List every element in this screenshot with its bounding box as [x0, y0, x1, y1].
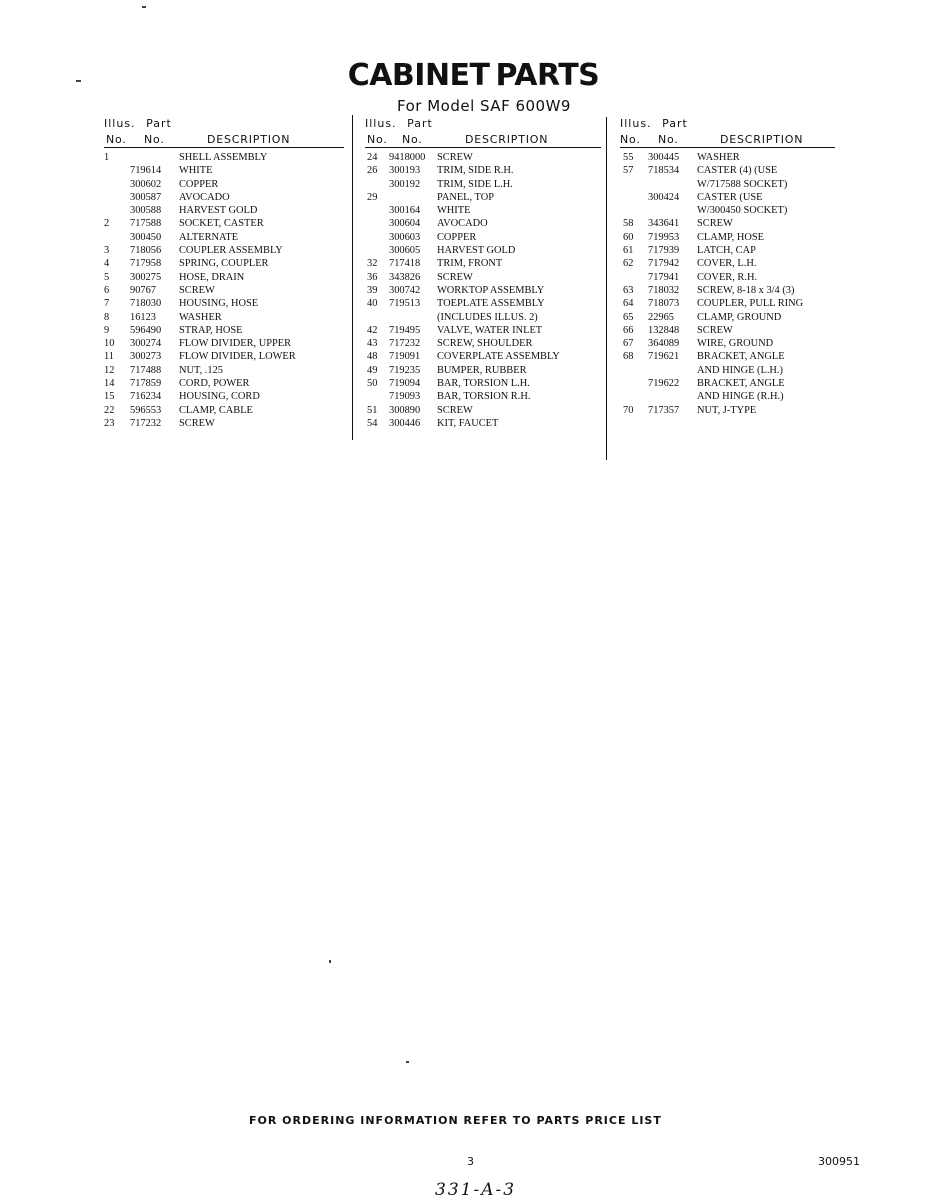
part-number: 717357 — [648, 404, 680, 416]
part-description: WORKTOP ASSEMBLY — [437, 284, 545, 296]
parts-row — [620, 311, 835, 324]
part-description: SCREW — [179, 417, 215, 429]
parts-row — [104, 257, 344, 270]
part-number: 300450 — [130, 231, 162, 243]
part-number: 717958 — [130, 258, 162, 270]
part-number: 300587 — [130, 191, 162, 203]
parts-row — [104, 390, 344, 403]
part-number: 300742 — [389, 284, 421, 296]
parts-row — [104, 244, 344, 257]
description-header: DESCRIPTION — [465, 133, 549, 146]
illus-number: 1 — [104, 152, 110, 163]
parts-row — [620, 364, 835, 377]
part-number: 16123 — [130, 311, 156, 323]
part-header: Part — [146, 117, 172, 130]
illus-header: Illus. — [620, 117, 652, 130]
parts-row — [104, 217, 344, 230]
part-number: 718030 — [130, 298, 162, 310]
part-number: 300445 — [648, 152, 680, 163]
parts-row — [620, 244, 835, 257]
parts-row — [104, 311, 344, 324]
parts-row — [365, 337, 601, 350]
part-header: Part — [662, 117, 688, 130]
part-number: 717942 — [648, 258, 680, 270]
parts-row — [104, 151, 344, 164]
part-description: FLOW DIVIDER, UPPER — [179, 338, 292, 350]
part-number: 718534 — [648, 165, 680, 177]
part-number: 717939 — [648, 245, 680, 257]
parts-row — [620, 297, 835, 310]
illus-number: 11 — [104, 351, 115, 363]
part-number: 300274 — [130, 338, 162, 350]
parts-rows — [620, 151, 835, 417]
illus-number: 22 — [104, 404, 115, 416]
page-subtitle: For Model SAF 600W9 — [397, 97, 571, 115]
part-number: 364089 — [648, 338, 680, 350]
part-description: BRACKET, ANGLE — [697, 351, 785, 363]
illus-number: 68 — [623, 351, 634, 363]
part-description: AVOCADO — [179, 191, 230, 203]
illus-number: 61 — [623, 245, 634, 257]
part-description: CLAMP, GROUND — [697, 311, 782, 323]
parts-row — [365, 377, 601, 390]
description-header: DESCRIPTION — [207, 133, 291, 146]
part-description: SCREW — [437, 271, 473, 283]
part-description: WASHER — [697, 152, 740, 163]
part-number: 132848 — [648, 324, 680, 336]
scan-speck — [142, 6, 146, 8]
parts-row — [620, 204, 835, 217]
part-description: CASTER (4) (USE — [697, 165, 778, 177]
illus-number: 58 — [623, 218, 634, 230]
part-description: SPRING, COUPLER — [179, 258, 269, 270]
parts-row — [620, 404, 835, 417]
illus-number: 9 — [104, 324, 110, 336]
part-description: SCREW, SHOULDER — [437, 338, 533, 350]
part-number: 719622 — [648, 378, 680, 390]
part-description: W/717588 SOCKET) — [697, 178, 788, 190]
part-description: HOUSING, HOSE — [179, 298, 259, 310]
part-description: AND HINGE (R.H.) — [697, 391, 784, 403]
part-description: WHITE — [437, 205, 471, 217]
part-description: KIT, FAUCET — [437, 417, 499, 429]
part-description: TRIM, SIDE R.H. — [437, 165, 514, 177]
part-description: AVOCADO — [437, 218, 488, 230]
part-number: 719513 — [389, 298, 421, 310]
part-description: WASHER — [179, 311, 222, 323]
parts-row — [620, 191, 835, 204]
part-description: CLAMP, HOSE — [697, 231, 764, 243]
parts-row — [620, 257, 835, 270]
part-description: NUT, .125 — [179, 364, 223, 376]
part-number: 719094 — [389, 378, 421, 390]
illus-number: 51 — [367, 404, 378, 416]
part-number: 717232 — [389, 338, 421, 350]
part-number: 719953 — [648, 231, 680, 243]
illus-number: 8 — [104, 311, 110, 323]
parts-row — [365, 271, 601, 284]
part-description: COVERPLATE ASSEMBLY — [437, 351, 560, 363]
illus-number: 70 — [623, 404, 634, 416]
part-number: 718056 — [130, 245, 162, 257]
parts-row — [104, 231, 344, 244]
part-number: 719495 — [389, 324, 421, 336]
parts-row — [104, 377, 344, 390]
illus-no-header: No. — [106, 133, 127, 146]
illus-number: 6 — [104, 284, 110, 296]
part-number: 718073 — [648, 298, 680, 310]
scan-speck — [76, 80, 81, 82]
part-number: 718032 — [648, 284, 680, 296]
part-description: CORD, POWER — [179, 378, 250, 390]
part-description: WHITE — [179, 165, 213, 177]
parts-row — [104, 204, 344, 217]
illus-number: 48 — [367, 351, 378, 363]
part-number: 719091 — [389, 351, 421, 363]
part-number: 719093 — [389, 391, 421, 403]
illus-number: 49 — [367, 364, 378, 376]
illus-number: 29 — [367, 191, 378, 203]
illus-number: 63 — [623, 284, 634, 296]
part-description: ALTERNATE — [179, 231, 239, 243]
illus-number: 64 — [623, 298, 634, 310]
parts-row — [365, 178, 601, 191]
column-header-bottom — [620, 133, 835, 148]
part-number: 719621 — [648, 351, 680, 363]
parts-row — [365, 244, 601, 257]
parts-row — [365, 151, 601, 164]
illus-number: 15 — [104, 391, 115, 403]
part-description: COVER, R.H. — [697, 271, 758, 283]
part-description: SCREW — [437, 152, 473, 163]
parts-row — [365, 217, 601, 230]
part-description: W/300450 SOCKET) — [697, 205, 788, 217]
illus-number: 67 — [623, 338, 634, 350]
illus-number: 23 — [104, 417, 115, 429]
parts-row — [104, 297, 344, 310]
column-divider — [606, 117, 607, 460]
illus-number: 40 — [367, 298, 378, 310]
parts-row — [365, 204, 601, 217]
parts-row — [104, 417, 344, 430]
parts-row — [620, 390, 835, 403]
part-number: 719614 — [130, 165, 162, 177]
illus-number: 62 — [623, 258, 634, 270]
illus-number: 39 — [367, 284, 378, 296]
illus-number: 65 — [623, 311, 634, 323]
parts-row — [365, 404, 601, 417]
part-number: 719235 — [389, 364, 421, 376]
part-number: 300192 — [389, 178, 421, 190]
part-number: 717232 — [130, 417, 162, 429]
illus-number: 10 — [104, 338, 115, 350]
part-number: 9418000 — [389, 152, 426, 163]
illus-number: 2 — [104, 218, 110, 230]
parts-row — [104, 350, 344, 363]
parts-row — [365, 417, 601, 430]
title-word-1: CABINET — [347, 58, 490, 93]
illus-number: 60 — [623, 231, 634, 243]
parts-row — [620, 271, 835, 284]
part-no-header: No. — [144, 133, 165, 146]
column-divider — [352, 115, 353, 440]
parts-row — [365, 390, 601, 403]
parts-row — [104, 364, 344, 377]
illus-number: 43 — [367, 338, 378, 350]
part-header: Part — [407, 117, 433, 130]
part-description: SCREW, 8-18 x 3/4 (3) — [697, 284, 795, 296]
part-description: SCREW — [437, 404, 473, 416]
title-word-2: PARTS — [495, 58, 600, 93]
illus-number: 42 — [367, 324, 378, 336]
parts-row — [620, 350, 835, 363]
illus-number: 26 — [367, 165, 378, 177]
parts-column-1 — [104, 117, 344, 430]
part-no-header: No. — [658, 133, 679, 146]
part-number: 300605 — [389, 245, 421, 257]
part-number: 716234 — [130, 391, 162, 403]
parts-row — [365, 164, 601, 177]
part-description: HARVEST GOLD — [437, 245, 516, 257]
illus-number: 5 — [104, 271, 110, 283]
page-number: 3 — [467, 1155, 474, 1168]
column-header-bottom — [365, 133, 601, 148]
part-number: 300446 — [389, 417, 421, 429]
column-header-top — [104, 117, 344, 133]
parts-row — [365, 350, 601, 363]
part-description: COUPLER ASSEMBLY — [179, 245, 283, 257]
part-number: 300193 — [389, 165, 421, 177]
parts-row — [365, 191, 601, 204]
column-header-top — [620, 117, 835, 133]
part-number: 717488 — [130, 364, 162, 376]
illus-no-header: No. — [367, 133, 388, 146]
part-number: 343641 — [648, 218, 680, 230]
parts-row — [620, 324, 835, 337]
part-description: SCREW — [697, 324, 733, 336]
part-description: BAR, TORSION L.H. — [437, 378, 530, 390]
illus-number: 50 — [367, 378, 378, 390]
document-number: 300951 — [818, 1155, 860, 1168]
illus-number: 54 — [367, 417, 378, 429]
parts-row — [104, 164, 344, 177]
parts-row — [104, 284, 344, 297]
part-description: COVER, L.H. — [697, 258, 757, 270]
parts-row — [104, 324, 344, 337]
handwritten-note: 331-A-3 — [435, 1180, 517, 1200]
part-description: SCREW — [697, 218, 733, 230]
parts-row — [620, 151, 835, 164]
part-description: AND HINGE (L.H.) — [697, 364, 783, 376]
part-no-header: No. — [402, 133, 423, 146]
parts-row — [620, 217, 835, 230]
part-number: 300890 — [389, 404, 421, 416]
column-header-top — [365, 117, 601, 133]
part-description: CLAMP, CABLE — [179, 404, 253, 416]
illus-no-header: No. — [620, 133, 641, 146]
part-description: COPPER — [437, 231, 477, 243]
illus-number: 12 — [104, 364, 115, 376]
parts-row — [620, 337, 835, 350]
parts-row — [104, 337, 344, 350]
part-description: TOEPLATE ASSEMBLY — [437, 298, 545, 310]
part-number: 717941 — [648, 271, 680, 283]
part-number: 596490 — [130, 324, 162, 336]
parts-rows — [104, 151, 344, 430]
parts-row — [104, 191, 344, 204]
parts-row — [365, 311, 601, 324]
illus-header: Illus. — [365, 117, 397, 130]
description-header: DESCRIPTION — [720, 133, 804, 146]
illus-number: 4 — [104, 258, 110, 270]
parts-row — [365, 257, 601, 270]
part-number: 300588 — [130, 205, 162, 217]
parts-row — [365, 231, 601, 244]
parts-column-3 — [620, 117, 835, 417]
parts-row — [104, 178, 344, 191]
parts-row — [104, 404, 344, 417]
part-description: PANEL, TOP — [437, 191, 494, 203]
part-number: 343826 — [389, 271, 421, 283]
part-number: 596553 — [130, 404, 162, 416]
part-description: WIRE, GROUND — [697, 338, 774, 350]
part-number: 300164 — [389, 205, 421, 217]
part-number: 717859 — [130, 378, 162, 390]
illus-number: 32 — [367, 258, 378, 270]
part-number: 300603 — [389, 231, 421, 243]
part-description: NUT, J-TYPE — [697, 404, 757, 416]
illus-number: 66 — [623, 324, 634, 336]
parts-row — [620, 284, 835, 297]
part-number: 22965 — [648, 311, 674, 323]
illus-number: 57 — [623, 165, 634, 177]
part-description: TRIM, SIDE L.H. — [437, 178, 513, 190]
part-description: HOUSING, CORD — [179, 391, 260, 403]
parts-row — [365, 364, 601, 377]
parts-row — [620, 164, 835, 177]
part-description: SHELL ASSEMBLY — [179, 152, 268, 163]
parts-row — [365, 324, 601, 337]
part-number: 300602 — [130, 178, 162, 190]
illus-number: 3 — [104, 245, 110, 257]
illus-number: 24 — [367, 152, 378, 163]
scan-speck — [406, 1061, 409, 1063]
parts-row — [104, 271, 344, 284]
part-description: SOCKET, CASTER — [179, 218, 264, 230]
column-header-bottom — [104, 133, 344, 148]
part-description: VALVE, WATER INLET — [437, 324, 543, 336]
part-number: 717588 — [130, 218, 162, 230]
part-description: CASTER (USE — [697, 191, 763, 203]
illus-number: 7 — [104, 298, 110, 310]
part-number: 90767 — [130, 284, 156, 296]
part-description: BRACKET, ANGLE — [697, 378, 785, 390]
illus-header: Illus. — [104, 117, 136, 130]
scan-speck — [329, 960, 331, 963]
part-number: 300604 — [389, 218, 421, 230]
part-description: BAR, TORSION R.H. — [437, 391, 531, 403]
part-description: TRIM, FRONT — [437, 258, 503, 270]
part-number: 300273 — [130, 351, 162, 363]
part-description: COUPLER, PULL RING — [697, 298, 804, 310]
ordering-footer: FOR ORDERING INFORMATION REFER TO PARTS PRICE LIST — [249, 1114, 662, 1127]
parts-row — [620, 178, 835, 191]
part-description: LATCH, CAP — [697, 245, 756, 257]
illus-number: 55 — [623, 152, 634, 163]
part-description: HOSE, DRAIN — [179, 271, 245, 283]
part-description: SCREW — [179, 284, 215, 296]
part-description: (INCLUDES ILLUS. 2) — [437, 311, 538, 323]
illus-number: 36 — [367, 271, 378, 283]
parts-column-2 — [365, 117, 601, 430]
part-number: 300424 — [648, 191, 680, 203]
part-description: STRAP, HOSE — [179, 324, 243, 336]
part-description: BUMPER, RUBBER — [437, 364, 527, 376]
page-title — [0, 58, 941, 93]
parts-rows — [365, 151, 601, 430]
part-description: COPPER — [179, 178, 219, 190]
part-description: FLOW DIVIDER, LOWER — [179, 351, 296, 363]
part-description: HARVEST GOLD — [179, 205, 258, 217]
illus-number: 14 — [104, 378, 115, 390]
part-number: 300275 — [130, 271, 162, 283]
part-number: 717418 — [389, 258, 421, 270]
parts-row — [365, 284, 601, 297]
parts-row — [620, 377, 835, 390]
parts-row — [620, 231, 835, 244]
parts-row — [365, 297, 601, 310]
